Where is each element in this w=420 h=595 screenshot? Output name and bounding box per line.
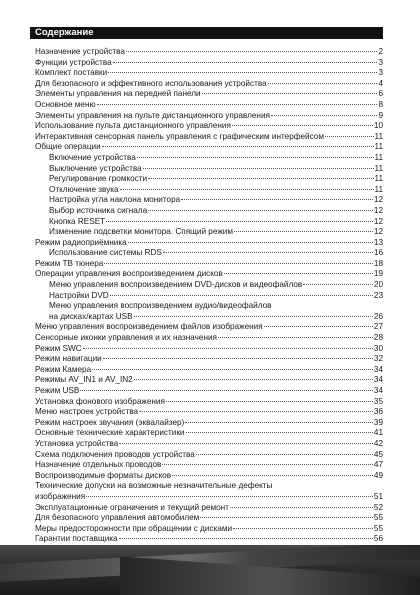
toc-entry-title: Общие операции [35, 142, 101, 152]
toc-entry-title: Функции устройства [35, 57, 112, 67]
dot-leader [234, 231, 373, 232]
toc-entry-page: 12 [373, 195, 383, 205]
toc-entry-page: 11 [374, 174, 383, 184]
toc-entry[interactable] [35, 164, 383, 175]
toc-entry[interactable] [35, 301, 383, 312]
toc-entry[interactable] [35, 481, 383, 492]
dot-leader [268, 83, 378, 84]
table-of-contents [35, 47, 383, 545]
toc-entry[interactable] [35, 142, 383, 153]
toc-entry[interactable] [35, 100, 383, 111]
toc-entry-page: 11 [374, 152, 383, 162]
dot-leader [134, 316, 373, 317]
dot-leader [148, 178, 373, 179]
toc-entry[interactable] [35, 471, 383, 482]
toc-entry-page: 9 [378, 110, 383, 120]
toc-entry[interactable] [35, 238, 383, 249]
dot-leader [113, 62, 378, 63]
toc-entry-page: 11 [374, 131, 383, 141]
toc-entry-title: Режим настроек звучания (эквалайзер) [35, 417, 185, 427]
toc-entry-page: 47 [373, 460, 383, 470]
toc-entry-title: Для безопасного управления автомобилем [35, 513, 200, 523]
toc-entry-page: 8 [378, 99, 383, 109]
toc-entry-page: 49 [373, 470, 383, 480]
toc-entry-title: Использование пульта дистанционного управления [35, 121, 231, 131]
toc-entry-page: 55 [373, 523, 383, 533]
toc-entry-page: 4 [378, 78, 383, 88]
toc-entry-title: Меры предосторожности при обращении с дисками [35, 523, 233, 533]
toc-entry-title: Режим Камера [35, 364, 92, 374]
toc-entry-title: Для безопасного и эффективного использования устройства [35, 78, 267, 88]
toc-entry-title: Комплект поставки [35, 68, 108, 78]
dot-leader [80, 390, 373, 391]
toc-entry[interactable] [35, 68, 383, 79]
dot-leader [218, 337, 373, 338]
toc-entry-title: Основное меню [35, 99, 96, 109]
toc-entry[interactable] [35, 513, 383, 524]
toc-entry[interactable] [35, 227, 383, 238]
toc-entry-page: 10 [373, 121, 383, 131]
toc-entry-title: Операции управления воспроизведением дисков [35, 269, 223, 279]
toc-entry-title: Режимы AV_IN1 и AV_IN2 [35, 375, 133, 385]
toc-entry-title: Воспроизводимые форматы дисков [35, 470, 172, 480]
toc-entry-title: Установка устройства [35, 438, 119, 448]
toc-entry-page: 45 [373, 449, 383, 459]
toc-entry-title: Интерактивная сенсорная панель управления с графическим интерфейсом [35, 131, 324, 141]
toc-entry-title: Меню управления воспроизведением файлов изображения [35, 322, 263, 332]
toc-entry-page: 56 [373, 534, 383, 544]
dot-leader [181, 199, 373, 200]
dot-leader [108, 72, 377, 73]
toc-entry-title: Включение устройства [49, 152, 136, 162]
toc-entry-title: Режим USB [35, 386, 80, 395]
toc-entry-page: 16 [373, 248, 383, 258]
decorative-footer-image [0, 545, 420, 595]
toc-entry-title: Настройка угла наклона монитора [49, 195, 181, 205]
toc-entry-page: 35 [373, 396, 383, 406]
toc-entry-title: Режим радиоприёмника [35, 237, 127, 247]
toc-entry-page: 3 [378, 68, 383, 78]
dot-leader [86, 496, 373, 497]
toc-entry[interactable] [35, 217, 383, 228]
toc-entry[interactable] [35, 333, 383, 344]
toc-entry-page: 52 [373, 502, 383, 512]
dot-leader [166, 401, 373, 402]
toc-entry-title: Гарантии поставщика [35, 534, 118, 544]
toc-entry[interactable] [35, 132, 383, 143]
section-header [30, 27, 383, 39]
toc-entry-page: 34 [373, 386, 383, 395]
toc-entry[interactable] [35, 79, 383, 90]
dot-leader [172, 475, 373, 476]
toc-entry-page: 3 [378, 57, 383, 67]
toc-entry-page: 19 [373, 269, 383, 279]
toc-entry-title: Назначение отдельных проводов [35, 460, 162, 470]
toc-entry-title: Настройки DVD [49, 290, 109, 300]
dot-leader [325, 136, 374, 137]
dot-leader [97, 104, 378, 105]
toc-entry-title: Использование системы RDS [49, 248, 162, 258]
toc-entry-page: 42 [373, 438, 383, 448]
toc-entry[interactable] [35, 354, 383, 365]
toc-entry-title: Меню настроек устройства [35, 407, 139, 417]
toc-entry-page: 41 [373, 428, 383, 438]
toc-entry[interactable] [35, 259, 383, 270]
dot-leader [271, 115, 377, 116]
toc-entry-page: 27 [373, 322, 383, 332]
dot-leader [104, 263, 373, 264]
toc-entry-page: 20 [373, 280, 383, 290]
toc-entry[interactable] [35, 344, 383, 355]
toc-entry[interactable] [35, 492, 383, 503]
toc-entry-title: Сенсорные иконки управления и их назначения [35, 333, 217, 343]
dot-leader [134, 379, 373, 380]
toc-entry-page: 39 [373, 417, 383, 427]
toc-entry-title: Эксплуатационные ограничения и текущий ремонт [35, 502, 229, 512]
toc-entry-page: 28 [373, 333, 383, 343]
toc-entry[interactable] [35, 386, 383, 397]
toc-entry[interactable] [35, 269, 383, 280]
toc-entry[interactable] [35, 460, 383, 471]
dot-leader [230, 507, 373, 508]
dot-leader [186, 432, 373, 433]
toc-entry-page: 12 [373, 216, 383, 226]
dot-leader [119, 443, 373, 444]
dot-leader [128, 242, 373, 243]
toc-entry[interactable] [35, 47, 383, 58]
toc-entry-title: Изменение подсветки монитора. Спящий режим [49, 227, 233, 237]
dot-leader [148, 210, 373, 211]
toc-entry-page: 55 [373, 513, 383, 523]
toc-entry-page: 11 [374, 163, 383, 173]
toc-entry-title: Режим ТВ тюнера [35, 258, 104, 268]
toc-entry[interactable] [35, 450, 383, 461]
page-title: Содержание [35, 27, 94, 38]
toc-entry-title: Меню управления воспроизведением DVD-дисков и видеофайлов [49, 280, 303, 290]
toc-entry[interactable] [35, 312, 383, 323]
toc-entry[interactable] [35, 280, 383, 291]
toc-entry-page: 11 [374, 184, 383, 194]
dot-leader [162, 464, 373, 465]
dot-leader [232, 125, 373, 126]
toc-entry-title: Схема подключения проводов устройства [35, 449, 195, 459]
dot-leader [143, 168, 374, 169]
toc-entry-title: изображения [35, 491, 86, 501]
toc-entry-page: 51 [373, 491, 383, 501]
toc-entry[interactable] [35, 185, 383, 196]
toc-entry-title: Назначение устройства [35, 47, 125, 56]
toc-entry[interactable] [35, 503, 383, 514]
toc-entry-title: Основные технические характеристики [35, 428, 185, 438]
toc-entry[interactable] [35, 418, 383, 429]
dot-leader [110, 295, 373, 296]
toc-entry[interactable] [35, 111, 383, 122]
toc-entry[interactable] [35, 375, 383, 386]
toc-entry-page: 30 [373, 343, 383, 353]
dot-leader [202, 93, 378, 94]
dot-leader [83, 348, 373, 349]
toc-entry-title: Регулирование громкости [49, 174, 148, 184]
toc-entry[interactable] [35, 291, 383, 302]
toc-entry[interactable] [35, 58, 383, 69]
toc-entry-page: 11 [374, 142, 383, 152]
toc-entry-title: Элементы управления на пульте дистанционного управления [35, 110, 270, 120]
toc-entry[interactable] [35, 195, 383, 206]
toc-entry-title: Меню управления воспроизведением аудио/видеофайлов [49, 301, 272, 311]
dot-leader [120, 189, 374, 190]
dot-leader [224, 273, 373, 274]
dot-leader [303, 284, 373, 285]
dot-leader [126, 51, 377, 52]
toc-entry[interactable] [35, 121, 383, 132]
toc-entry-title: Выключение устройства [49, 163, 142, 173]
toc-entry-page: 34 [373, 364, 383, 374]
toc-entry-page: 34 [373, 375, 383, 385]
dot-leader [233, 528, 373, 529]
toc-entry-page: 26 [373, 311, 383, 321]
dot-leader [196, 454, 373, 455]
dot-leader [185, 422, 373, 423]
dot-leader [137, 157, 374, 158]
toc-entry[interactable] [35, 407, 383, 418]
dot-leader [200, 517, 373, 518]
toc-entry-title: Отключение звука [49, 184, 119, 194]
dot-leader [163, 252, 373, 253]
toc-entry[interactable] [35, 322, 383, 333]
dot-leader [264, 326, 373, 327]
toc-entry[interactable] [35, 174, 383, 185]
toc-entry[interactable] [35, 439, 383, 450]
dot-leader [92, 369, 373, 370]
toc-entry-page: 23 [373, 290, 383, 300]
dot-leader [103, 358, 373, 359]
toc-entry-page: 12 [373, 205, 383, 215]
toc-entry-title: Элементы управления на передней панели [35, 89, 201, 99]
dot-leader [102, 146, 374, 147]
toc-entry-title: на дисках/картах USB [49, 311, 133, 321]
toc-entry[interactable] [35, 365, 383, 376]
toc-entry-title: Режим навигации [35, 354, 102, 364]
toc-entry-title: Технические допуски на возможные незначительные дефекты [35, 481, 273, 491]
toc-entry[interactable] [35, 428, 383, 439]
toc-entry-page: 18 [373, 258, 383, 268]
toc-entry[interactable] [35, 397, 383, 408]
dot-leader [119, 538, 373, 539]
toc-entry-page: 12 [373, 227, 383, 237]
toc-entry[interactable] [35, 206, 383, 217]
dot-leader [139, 411, 373, 412]
toc-entry-title: Режим SWC [35, 343, 82, 353]
toc-entry-page: 6 [378, 89, 383, 99]
toc-entry-page: 2 [378, 47, 383, 56]
toc-entry[interactable] [35, 534, 383, 545]
toc-entry-page: 32 [373, 354, 383, 364]
toc-entry[interactable] [35, 153, 383, 164]
toc-entry[interactable] [35, 89, 383, 100]
toc-entry-page: 13 [373, 237, 383, 247]
toc-entry[interactable] [35, 248, 383, 259]
toc-entry[interactable] [35, 524, 383, 535]
toc-entry-title: Кнопка RESET [49, 216, 106, 226]
toc-entry-title: Установка фонового изображения [35, 396, 165, 406]
toc-entry-page: 36 [373, 407, 383, 417]
toc-entry-title: Выбор источника сигнала [49, 205, 148, 215]
dot-leader [106, 221, 373, 222]
